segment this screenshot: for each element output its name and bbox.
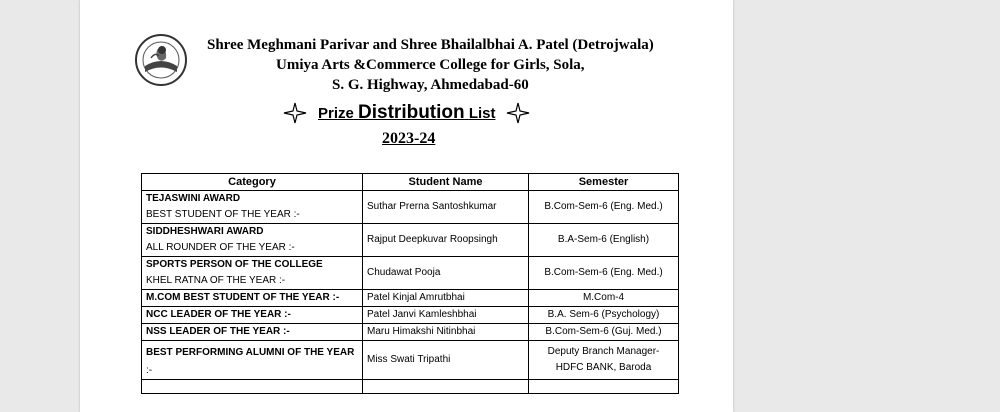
award-subtitle: KHEL RATNA OF THE YEAR :-	[146, 275, 286, 286]
college-seal-icon	[133, 32, 189, 88]
category-cell	[142, 224, 363, 257]
category-cell	[142, 324, 363, 341]
header-semester: Semester	[529, 174, 679, 191]
award-name: TEJASWINI AWARD	[146, 193, 241, 204]
category-cell	[142, 290, 363, 307]
empty-cell	[529, 380, 679, 394]
category-cell	[142, 307, 363, 324]
award-subtitle: BEST STUDENT OF THE YEAR :-	[146, 209, 300, 220]
title-word-prize: Prize	[318, 105, 354, 122]
semester: B.Com-Sem-6 (Eng. Med.)	[529, 191, 679, 224]
header-line-2: Umiya Arts &Commerce College for Girls, Sola,	[276, 57, 585, 73]
table-row	[142, 341, 679, 380]
student-name: Patel Kinjal Amrutbhai	[363, 290, 529, 307]
semester	[529, 341, 679, 380]
award-name: SPORTS PERSON OF THE COLLEGE	[146, 259, 323, 270]
award-name: M.COM BEST STUDENT OF THE YEAR :-	[146, 292, 340, 303]
semester-line-1: Deputy Branch Manager-	[547, 346, 660, 357]
right-star-icon	[505, 100, 531, 126]
student-name: Rajput Deepkuvar Roopsingh	[363, 224, 529, 257]
document-page	[80, 0, 733, 412]
empty-cell	[142, 380, 363, 394]
semester: M.Com-4	[529, 290, 679, 307]
title-word-distribution: Distribution	[358, 102, 465, 123]
award-name: NSS LEADER OF THE YEAR :-	[146, 326, 290, 337]
student-name: Chudawat Pooja	[363, 257, 529, 290]
table-row	[142, 324, 679, 341]
table-row	[142, 257, 679, 290]
title-row	[282, 99, 531, 127]
header-line-3: S. G. Highway, Ahmedabad-60	[332, 77, 529, 93]
title-word-list: List	[468, 105, 496, 122]
page-title	[318, 102, 495, 124]
student-name: Suthar Prerna Santoshkumar	[363, 191, 529, 224]
category-cell	[142, 191, 363, 224]
table-header-row	[142, 174, 679, 191]
header-line-1: Shree Meghmani Parivar and Shree Bhailalbhai A. Patel (Detrojwala)	[207, 37, 654, 53]
student-name: Maru Himakshi Nitinbhai	[363, 324, 529, 341]
semester-line-2: HDFC BANK, Baroda	[555, 362, 652, 373]
semester: B.Com-Sem-6 (Eng. Med.)	[529, 257, 679, 290]
category-cell	[142, 257, 363, 290]
academic-year: 2023-24	[382, 130, 436, 147]
category-cell	[142, 341, 363, 380]
table-row	[142, 191, 679, 224]
table-row	[142, 290, 679, 307]
award-subtitle: ALL ROUNDER OF THE YEAR :-	[146, 242, 295, 253]
table-row	[142, 224, 679, 257]
header-student-name: Student Name	[363, 174, 529, 191]
award-subtitle: :-	[146, 365, 153, 376]
award-name: BEST PERFORMING ALUMNI OF THE YEAR	[146, 347, 355, 358]
empty-cell	[363, 380, 529, 394]
header-category: Category	[142, 174, 363, 191]
table-row	[142, 307, 679, 324]
award-name: NCC LEADER OF THE YEAR :-	[146, 309, 291, 320]
semester: B.A-Sem-6 (English)	[529, 224, 679, 257]
semester: B.Com-Sem-6 (Guj. Med.)	[529, 324, 679, 341]
prize-table	[141, 173, 679, 394]
student-name: Patel Janvi Kamleshbhai	[363, 307, 529, 324]
award-name: SIDDHESHWARI AWARD	[146, 226, 264, 237]
semester: B.A. Sem-6 (Psychology)	[529, 307, 679, 324]
left-star-icon	[282, 100, 308, 126]
student-name: Miss Swati Tripathi	[363, 341, 529, 380]
table-row-empty	[142, 380, 679, 394]
